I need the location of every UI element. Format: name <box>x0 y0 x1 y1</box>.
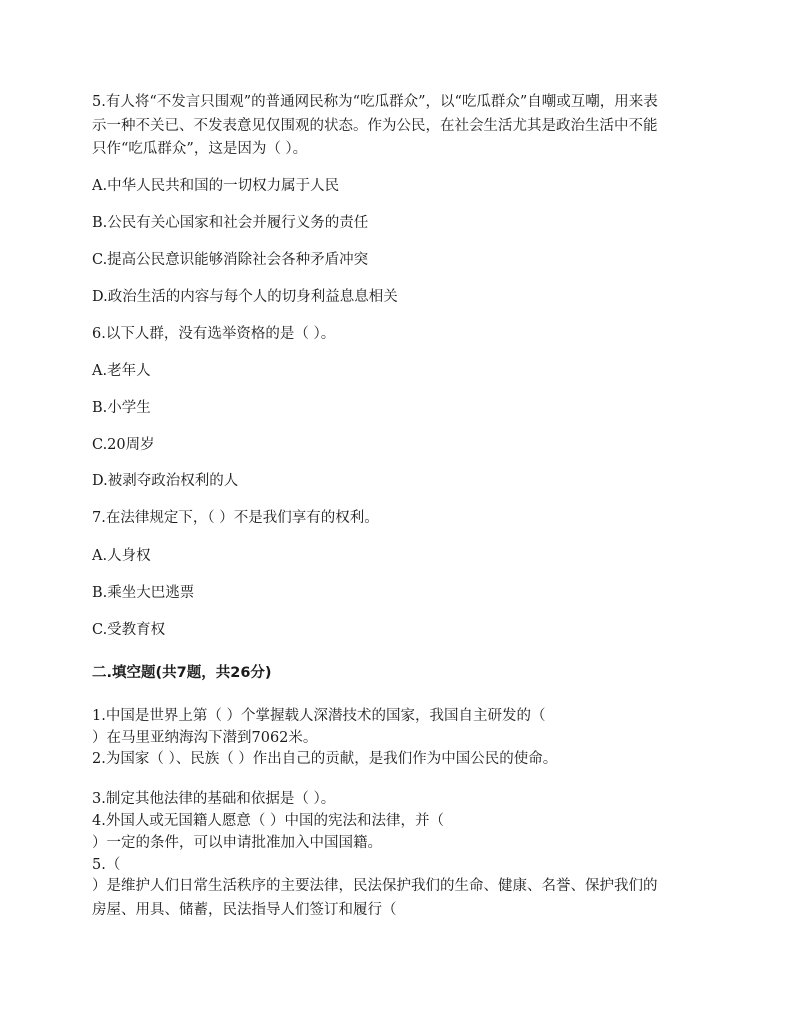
q5-stem-line-2: 示一种不关已、不发表意见仅围观的状态。作为公民，在社会生活尤其是政治生活中不能 <box>92 118 658 134</box>
q6-option-d: D.被剥夺政治权利的人 <box>92 473 239 489</box>
q7-option-a: A.人身权 <box>92 548 151 564</box>
q5-stem-line-3: 只作“吃瓜群众”，这是因为（ ）。 <box>92 141 308 157</box>
q7-option-c: C.受教育权 <box>92 622 166 638</box>
q6-option-a: A.老年人 <box>92 363 151 379</box>
fill-q5-line-2: ）是维护人们日常生活秩序的主要法律，民法保护我们的生命、健康、名誉、保护我们的 <box>92 878 658 894</box>
q7-stem: 7.在法律规定下，（ ）不是我们享有的权利。 <box>92 510 379 526</box>
fill-q5-line-1: 5.（ <box>92 857 121 873</box>
q5-option-a: A.中华人民共和国的一切权力属于人民 <box>92 178 340 194</box>
fill-q3: 3.制定其他法律的基础和依据是（ ）。 <box>92 791 336 807</box>
fill-q2: 2.为国家（ ）、民族（ ）作出自己的贡献，是我们作为中国公民的使命。 <box>92 751 558 767</box>
q5-option-b: B.公民有关心国家和社会并履行义务的责任 <box>92 215 369 231</box>
fill-q1-line-1: 1.中国是世界上第（ ）个掌握载人深潜技术的国家，我国自主研发的（ <box>92 708 546 724</box>
fill-q4-line-2: ）一定的条件，可以申请批准加入中国国籍。 <box>92 835 382 851</box>
fill-q5-line-3: 房屋、用具、储蓄，民法指导人们签订和履行（ <box>92 902 397 918</box>
q6-option-c: C.20周岁 <box>92 437 155 453</box>
q5-option-c: C.提高公民意识能够消除社会各种矛盾冲突 <box>92 252 369 268</box>
q6-option-b: B.小学生 <box>92 400 151 416</box>
fill-q4-line-1: 4.外国人或无国籍人愿意（ ）中国的宪法和法律，并（ <box>92 813 444 829</box>
q5-option-d: D.政治生活的内容与每个人的切身利益息息相关 <box>92 289 398 305</box>
q5-stem-line-1: 5.有人将“不发言只围观”的普通网民称为“吃瓜群众”，以“吃瓜群众”自嘲或互嘲，用来表 <box>92 94 658 110</box>
section-heading-fill-in: 二.填空题(共7题，共26分) <box>92 665 272 681</box>
fill-q1-line-2: ）在马里亚纳海沟下潜到7062米。 <box>92 730 318 746</box>
q6-stem: 6.以下人群，没有选举资格的是（ ）。 <box>92 326 336 342</box>
q7-option-b: B.乘坐大巴逃票 <box>92 585 195 601</box>
